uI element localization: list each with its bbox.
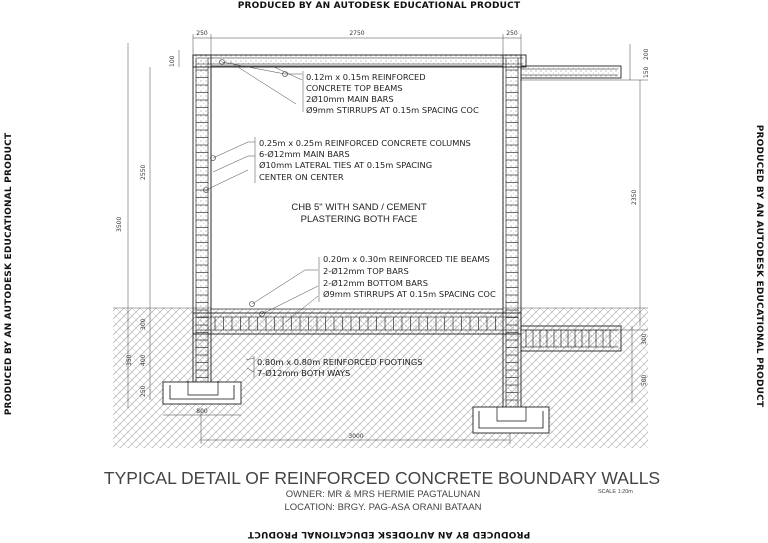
dim-height-inner: 2550 bbox=[140, 164, 147, 180]
svg-text:7-Ø12mm BOTH WAYS: 7-Ø12mm BOTH WAYS bbox=[257, 368, 351, 378]
svg-text:0.25m x 0.25m REINFORCED CONCR: 0.25m x 0.25m REINFORCED CONCRETE COLUMNS bbox=[259, 138, 471, 148]
svg-text:0.20m x 0.30m REINFORCED TIE B: 0.20m x 0.30m REINFORCED TIE BEAMS bbox=[323, 254, 490, 264]
watermark-right: PRODUCED BY AN AUTODESK EDUCATIONAL PRODUCT bbox=[754, 124, 764, 408]
right-tie-beam bbox=[521, 326, 621, 351]
svg-text:Ø9mm STIRRUPS AT 0.15m SPACIN: Ø9mm STIRRUPS AT 0.15m SPACING COC bbox=[323, 289, 496, 299]
svg-text:0.80m x 0.80m REINFORCED FOOTI: 0.80m x 0.80m REINFORCED FOOTINGS bbox=[257, 357, 423, 367]
dim-below-a: 350 bbox=[126, 354, 133, 366]
watermark-top: PRODUCED BY AN AUTODESK EDUCATIONAL PRODUCT bbox=[237, 1, 521, 11]
dim-span-bottom: 3000 bbox=[348, 433, 364, 440]
top-beam bbox=[193, 55, 526, 67]
right-top-beam bbox=[521, 66, 621, 78]
svg-text:CENTER ON CENTER: CENTER ON CENTER bbox=[259, 172, 344, 182]
scale-label: SCALE 1:20m bbox=[598, 489, 633, 495]
svg-text:PLASTERING BOTH FACE: PLASTERING BOTH FACE bbox=[300, 214, 418, 225]
dim-height-right: 2350 bbox=[631, 189, 638, 205]
svg-text:CHB 5" WITH SAND / CEMENT: CHB 5" WITH SAND / CEMENT bbox=[291, 202, 427, 213]
dim-right-lower-a: 300 bbox=[641, 333, 648, 345]
dim-footing-left: 250 bbox=[140, 385, 147, 397]
svg-text:2-Ø12mm TOP BARS: 2-Ø12mm TOP BARS bbox=[323, 266, 409, 276]
dim-beam-right-a: 200 bbox=[643, 48, 650, 60]
watermark-left: PRODUCED BY AN AUTODESK EDUCATIONAL PRODUCT bbox=[4, 132, 14, 416]
svg-text:0.12m x 0.15m REINFORCED: 0.12m x 0.15m REINFORCED bbox=[306, 72, 426, 82]
svg-text:2Ø10mm MAIN BARS: 2Ø10mm MAIN BARS bbox=[306, 94, 394, 104]
svg-text:CONCRETE TOP BEAMS: CONCRETE TOP BEAMS bbox=[306, 83, 403, 93]
title-block bbox=[104, 468, 660, 513]
dim-beam-left: 100 bbox=[169, 55, 176, 67]
left-column bbox=[193, 55, 211, 392]
tie-beam bbox=[193, 313, 521, 334]
left-footing bbox=[163, 381, 241, 404]
right-footing bbox=[473, 407, 549, 433]
note-wall bbox=[291, 202, 427, 225]
dim-below-b: 400 bbox=[140, 354, 147, 366]
watermark-bottom: PRODUCED BY AN AUTODESK EDUCATIONAL PRODUCT bbox=[247, 529, 531, 539]
dim-tie-beam: 300 bbox=[140, 318, 147, 330]
adjacent-wall bbox=[520, 80, 648, 330]
drawing-title: TYPICAL DETAIL OF REINFORCED CONCRETE BOUNDARY WALLS bbox=[103, 468, 661, 488]
right-column bbox=[503, 55, 521, 415]
svg-text:Ø10mm LATERAL TIES AT 0.15m SP: Ø10mm LATERAL TIES AT 0.15m SPACING bbox=[259, 160, 433, 170]
owner-line: OWNER: MR & MRS HERMIE PAGTALUNAN bbox=[285, 489, 481, 500]
dim-beam-right-b: 150 bbox=[643, 66, 650, 78]
location-line: LOCATION: BRGY. PAG-ASA ORANI BATAAN bbox=[284, 502, 482, 513]
dim-footing-width: 800 bbox=[196, 408, 208, 415]
svg-text:6-Ø12mm MAIN BARS: 6-Ø12mm MAIN BARS bbox=[259, 149, 350, 159]
dim-top-right: 250 bbox=[506, 30, 518, 37]
svg-text:Ø9mm STIRRUPS AT 0.15m SPACIN: Ø9mm STIRRUPS AT 0.15m SPACING COC bbox=[306, 105, 479, 115]
svg-text:2-Ø12mm BOTTOM BARS: 2-Ø12mm BOTTOM BARS bbox=[323, 278, 428, 288]
dim-height-total: 3500 bbox=[116, 216, 123, 232]
dim-top-mid: 2750 bbox=[349, 30, 365, 37]
dim-top-left: 250 bbox=[196, 30, 208, 37]
dim-right-lower-b: 500 bbox=[641, 374, 648, 386]
